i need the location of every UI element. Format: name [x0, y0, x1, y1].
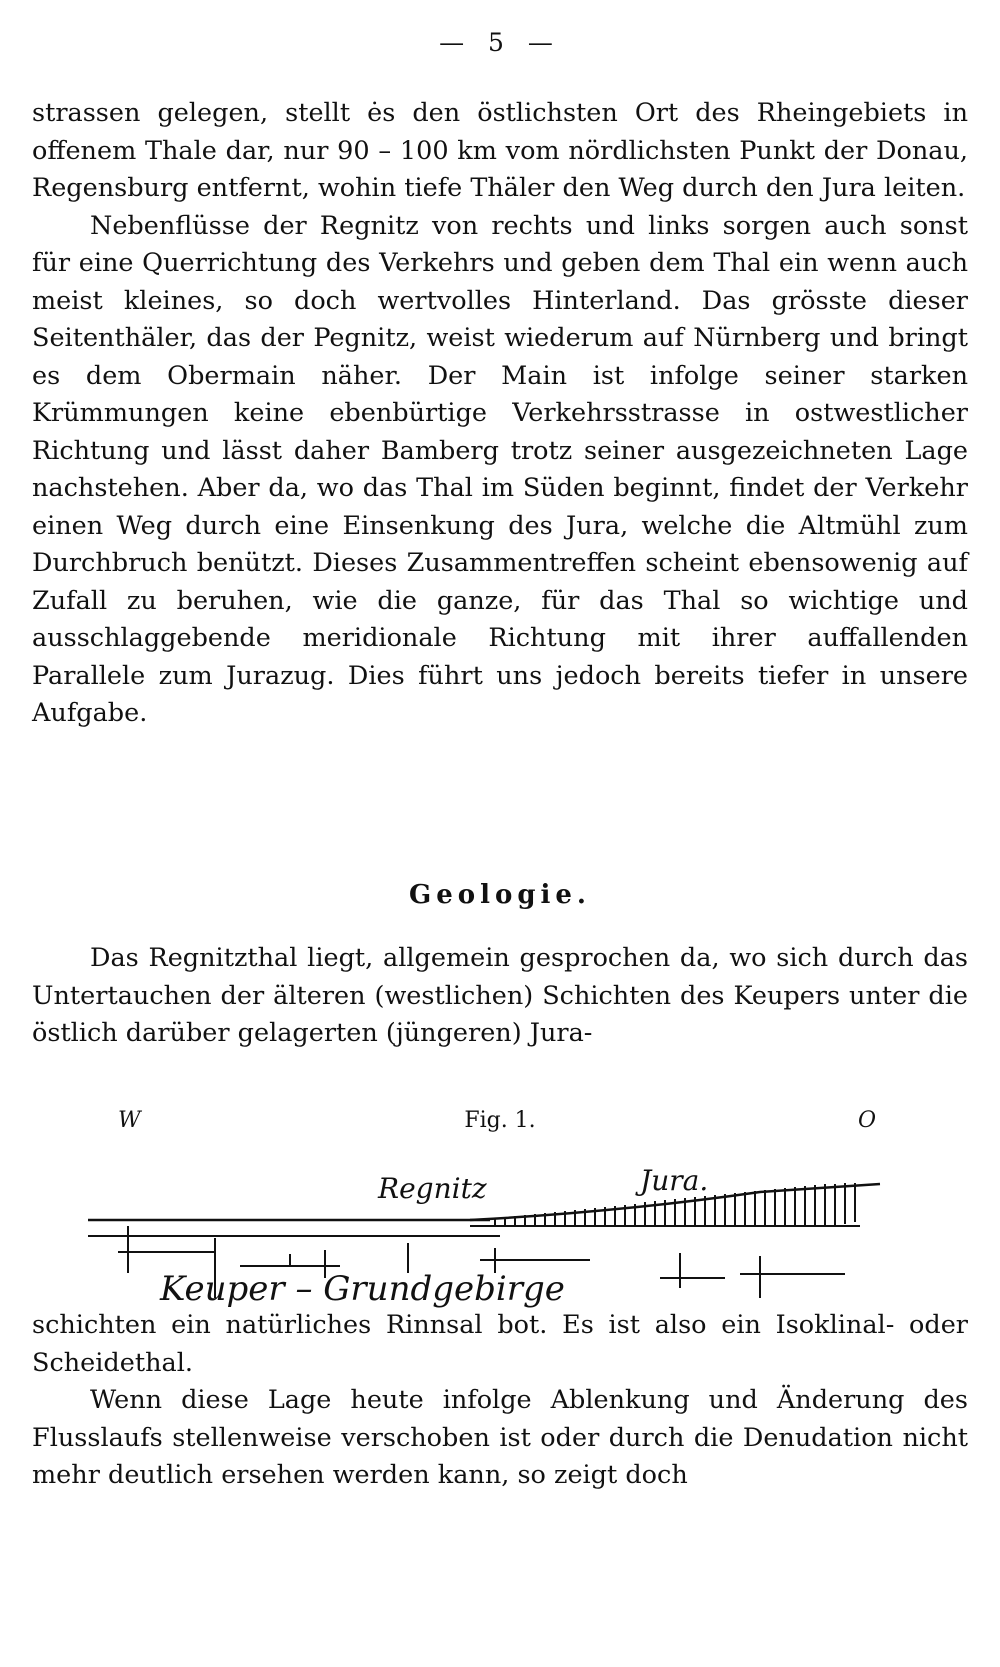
top-text-block [32, 95, 968, 733]
paragraph-1: strassen gelegen, stellt ės den östlichsten Ort des Rheingebiets in offenem Thale dar, nur 90 – 100 km vom nördlichsten Punkt der Donau, Regensburg entfernt, wohin tiefe Thäler den Weg durch den Jura leiten. [32, 98, 968, 203]
annotation-jura: Jura. [640, 1164, 709, 1197]
figure-east-label: O [858, 1108, 877, 1133]
annotation-keuper: Keuper – Grundgebirge [160, 1269, 565, 1309]
figure-west-label: W [118, 1108, 141, 1133]
annotation-regnitz: Regnitz [378, 1172, 487, 1205]
figure-1 [0, 1108, 1000, 1338]
section-text-block [32, 940, 968, 1053]
section-heading: Geologie. [409, 880, 591, 910]
paragraph-5: Wenn diese Lage heute infolge Ablenkung und Änderung des Flusslaufs stellenweise verschoben ist oder durch die Denudation nicht mehr deutlich ersehen werden kann, so zeigt doch [32, 1385, 968, 1490]
figure-caption: Fig. 1. [464, 1108, 536, 1133]
paragraph-3: Das Regnitzthal liegt, allgemein gesprochen da, wo sich durch das Untertauchen der älteren (westlichen) Schichten des Keupers unter die östlich darüber gelagerten (jüngeren) Jura- [32, 943, 968, 1048]
paragraph-4: schichten ein natürliches Rinnsal bot. Es ist also ein Isoklinal- oder Scheidethal. [32, 1310, 968, 1378]
bottom-text-block [32, 1307, 968, 1495]
paragraph-2: Nebenflüsse der Regnitz von rechts und links sorgen auch sonst für eine Querrichtung des Verkehrs und geben dem Thal ein wenn auch meist kleines, so doch wertvolles Hinterland. Das grösste dieser Seitenthäler, das der Pegnitz, weist wiederum auf Nürnberg und bringt es dem Obermain näher. Der Main ist infolge seiner starken Krümmungen keine ebenbürtige Verkehrsstrasse in ostwestlicher Richtung und lässt daher Bamberg trotz seiner ausgezeichneten Lage nachstehen. Aber da, wo das Thal im Süden beginnt, findet der Verkehr einen Weg durch eine Einsenkung des Jura, welche die Altmühl zum Durchbruch benützt. Dieses Zusammentreffen scheint ebensowenig auf Zufall zu beruhen, wie die ganze, für das Thal so wichtige und ausschlaggebende meridionale Richtung mit ihrer auffallenden Parallele zum Jurazug. Dies führt uns jedoch bereits tiefer in unsere Aufgabe. [32, 210, 968, 728]
page-number: — 5 — [439, 28, 561, 57]
